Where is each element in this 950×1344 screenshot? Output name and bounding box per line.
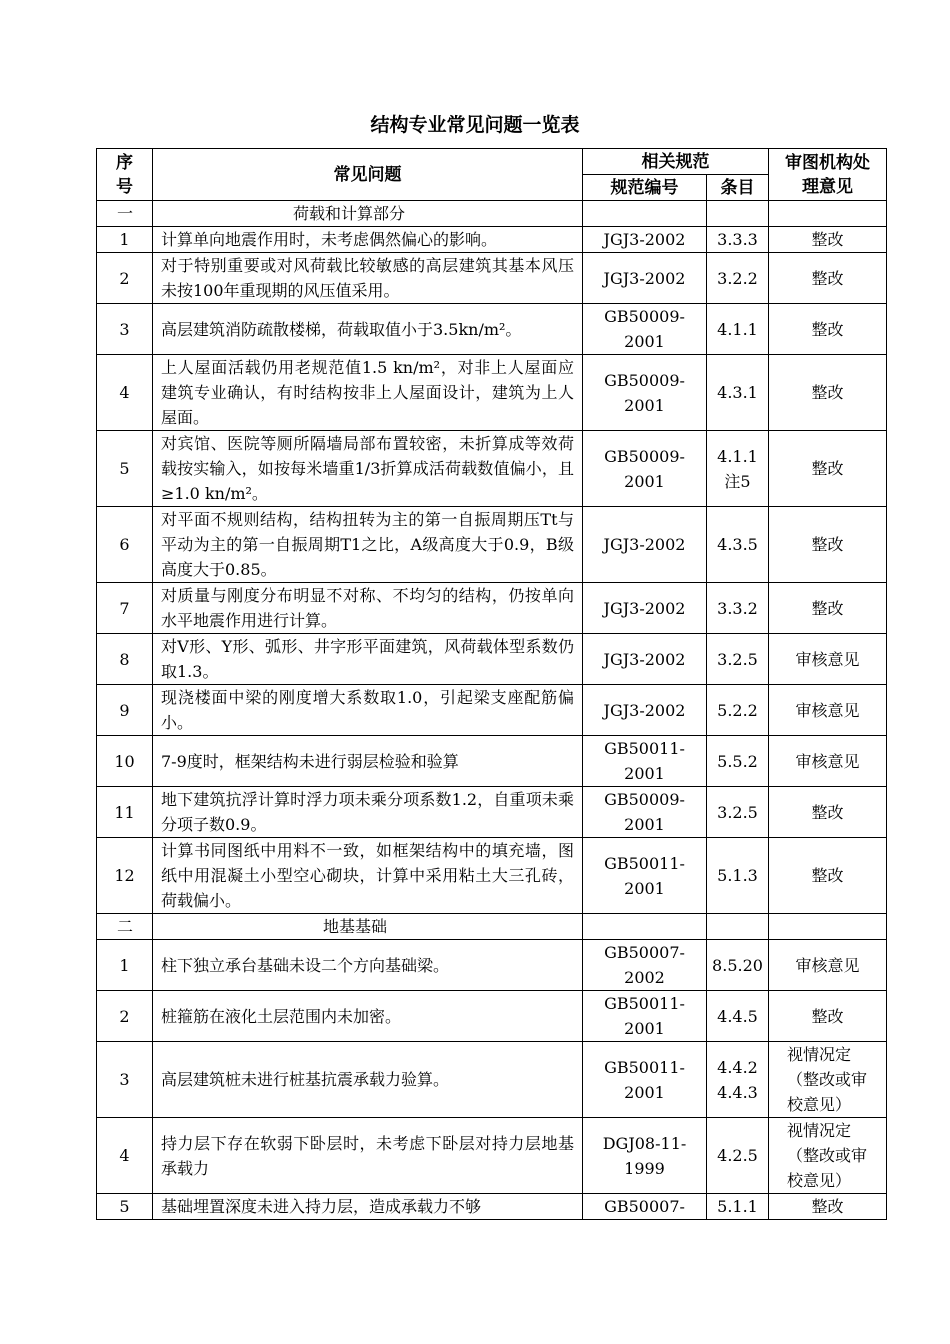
row-article: 3.2.5 [707,634,769,685]
row-no: 12 [97,838,153,914]
table-row [97,991,887,1042]
row-opinion: 整改 [769,1194,887,1220]
row-problem: 对于特别重要或对风荷载比较敏感的高层建筑其基本风压未按100年重现期的风压值采用。 [153,253,583,304]
row-opinion: 审核意见 [769,736,887,787]
row-article: 4.4.5 [707,991,769,1042]
row-article: 3.2.5 [707,787,769,838]
table-row [97,304,887,355]
row-article: 5.5.2 [707,736,769,787]
table-row [97,1118,887,1194]
row-opinion: 整改 [769,991,887,1042]
issues-table [96,148,887,1220]
row-article: 3.3.3 [707,227,769,253]
row-problem: 对质量与刚度分布明显不对称、不均匀的结构，仍按单向水平地震作用进行计算。 [153,583,583,634]
row-code: GB50011-2001 [583,838,707,914]
row-problem: 高层建筑消防疏散楼梯，荷载取值小于3.5kn/m²。 [153,304,583,355]
table-row [97,838,887,914]
row-code: GB50009-2001 [583,355,707,431]
row-opinion: 整改 [769,355,887,431]
row-code: GB50009-2001 [583,787,707,838]
row-opinion: 视情况定（整改或审校意见） [769,1118,887,1194]
row-article: 5.2.2 [707,685,769,736]
table-row [97,940,887,991]
table-row [97,736,887,787]
row-no: 6 [97,507,153,583]
row-problem: 桩箍筋在液化土层范围内未加密。 [153,991,583,1042]
header-problem: 常见问题 [153,149,583,201]
table-row [97,253,887,304]
table-row [97,685,887,736]
row-code: GB50007-2002 [583,940,707,991]
header-no: 序号 [97,149,153,201]
row-code: GB50011-2001 [583,736,707,787]
row-article: 5.1.1 [707,1194,769,1220]
row-no: 7 [97,583,153,634]
table-row [97,634,887,685]
row-problem: 对宾馆、医院等厕所隔墙局部布置较密，未折算成等效荷载按实输入，如按每米墙重1/3折算成活荷载数值偏小，且≥1.0 kn/m²。 [153,431,583,507]
row-no: 2 [97,991,153,1042]
row-problem: 对平面不规则结构，结构扭转为主的第一自振周期压Tt与平动为主的第一自振周期T1之比，A级高度大于0.9，B级高度大于0.85。 [153,507,583,583]
section-row [97,201,887,227]
row-no: 2 [97,253,153,304]
row-no: 3 [97,304,153,355]
row-code: JGJ3-2002 [583,253,707,304]
table-row [97,583,887,634]
row-opinion: 整改 [769,787,887,838]
table-row [97,355,887,431]
row-no: 5 [97,431,153,507]
row-article: 4.1.1 注5 [707,431,769,507]
row-no: 4 [97,355,153,431]
row-article: 4.3.1 [707,355,769,431]
table-row [97,507,887,583]
row-article: 4.4.2 4.4.3 [707,1042,769,1118]
page-title: 结构专业常见问题一览表 [370,114,580,136]
row-no: 1 [97,227,153,253]
row-article: 3.2.2 [707,253,769,304]
row-no: 10 [97,736,153,787]
row-opinion: 整改 [769,431,887,507]
row-no: 11 [97,787,153,838]
row-code: JGJ3-2002 [583,227,707,253]
header-spec-group: 相关规范 [583,149,769,175]
row-problem: 地下建筑抗浮计算时浮力项未乘分项系数1.2，自重项未乘分项子数0.9。 [153,787,583,838]
row-opinion: 整改 [769,507,887,583]
row-code: GB50011-2001 [583,991,707,1042]
header-article: 条目 [707,175,769,201]
row-opinion: 整改 [769,838,887,914]
row-problem: 基础埋置深度未进入持力层，造成承载力不够 [153,1194,583,1220]
section-no: 二 [97,914,153,940]
row-article: 3.3.2 [707,583,769,634]
row-problem: 计算书同图纸中用料不一致，如框架结构中的填充墙，图纸中用混凝土小型空心砌块，计算中采用粘土大三孔砖，荷载偏小。 [153,838,583,914]
row-article: 4.3.5 [707,507,769,583]
row-code: GB50009-2001 [583,304,707,355]
row-code: JGJ3-2002 [583,583,707,634]
row-opinion: 审核意见 [769,940,887,991]
row-article: 4.1.1 [707,304,769,355]
section-title: 荷载和计算部分 [153,201,583,227]
row-opinion: 审核意见 [769,634,887,685]
row-problem: 持力层下存在软弱下卧层时，未考虑下卧层对持力层地基承载力 [153,1118,583,1194]
row-opinion: 审核意见 [769,685,887,736]
row-no: 3 [97,1042,153,1118]
table-row [97,227,887,253]
row-no: 9 [97,685,153,736]
row-problem: 现浇楼面中梁的刚度增大系数取1.0，引起梁支座配筋偏小。 [153,685,583,736]
header-spec-code: 规范编号 [583,175,707,201]
row-opinion: 视情况定（整改或审校意见） [769,1042,887,1118]
row-code: JGJ3-2002 [583,685,707,736]
section-title: 地基基础 [153,914,583,940]
table-row [97,431,887,507]
section-row [97,914,887,940]
row-article: 5.1.3 [707,838,769,914]
row-problem: 柱下独立承台基础未设二个方向基础梁。 [153,940,583,991]
row-code: GB50011-2001 [583,1042,707,1118]
table-row [97,787,887,838]
row-opinion: 整改 [769,253,887,304]
section-no: 一 [97,201,153,227]
row-problem: 上人屋面活载仍用老规范值1.5 kn/m²，对非上人屋面应建筑专业确认，有时结构按非上人屋面设计，建筑为上人屋面。 [153,355,583,431]
row-code: GB50009-2001 [583,431,707,507]
row-problem: 高层建筑桩未进行桩基抗震承载力验算。 [153,1042,583,1118]
row-problem: 计算单向地震作用时，未考虑偶然偏心的影响。 [153,227,583,253]
row-problem: 7-9度时，框架结构未进行弱层检验和验算 [153,736,583,787]
row-problem: 对V形、Y形、弧形、井字形平面建筑，风荷载体型系数仍取1.3。 [153,634,583,685]
row-opinion: 整改 [769,304,887,355]
row-opinion: 整改 [769,583,887,634]
row-code: JGJ3-2002 [583,634,707,685]
table-row [97,1194,887,1220]
row-no: 8 [97,634,153,685]
header-opinion: 审图机构处理意见 [769,149,887,201]
row-no: 5 [97,1194,153,1220]
table-row [97,1042,887,1118]
row-code: GB50007- [583,1194,707,1220]
row-code: DGJ08-11-1999 [583,1118,707,1194]
row-article: 4.2.5 [707,1118,769,1194]
row-opinion: 整改 [769,227,887,253]
row-no: 4 [97,1118,153,1194]
row-no: 1 [97,940,153,991]
row-code: JGJ3-2002 [583,507,707,583]
row-article: 8.5.20 [707,940,769,991]
